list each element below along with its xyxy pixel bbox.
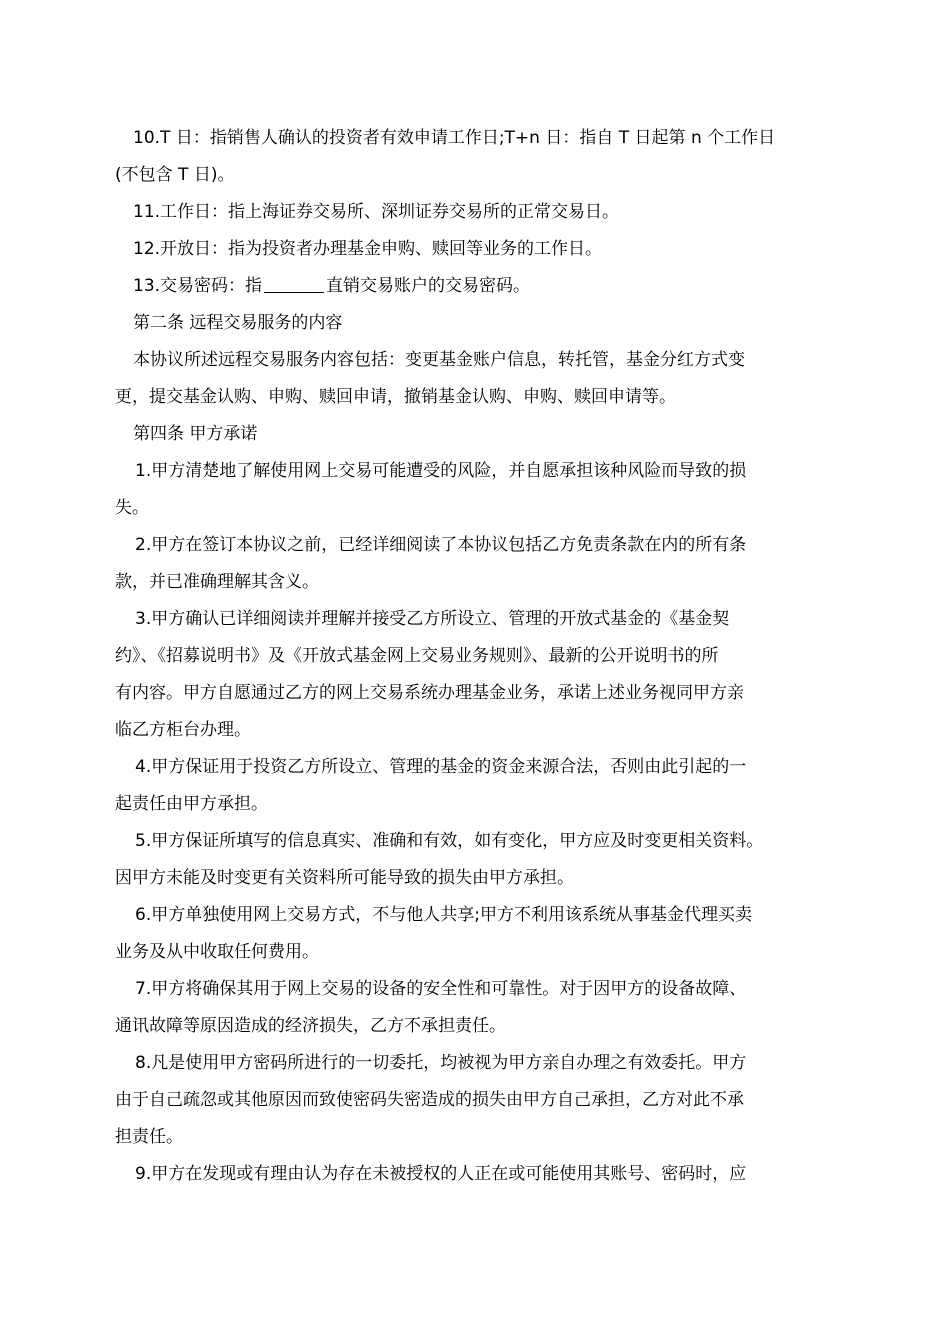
promise-3-line-3: 有内容。甲方自愿通过乙方的网上交易系统办理基金业务，承诺上述业务视同甲方亲 <box>115 683 744 703</box>
promise-1-line-1: 1.甲方清楚地了解使用网上交易可能遭受的风险，并自愿承担该种风险而导致的损 <box>135 461 747 481</box>
section-heading-article-4: 第四条 甲方承诺 <box>133 424 258 444</box>
article-2-line-1: 本协议所述远程交易服务内容包括：变更基金账户信息，转托管，基金分红方式变 <box>133 350 745 370</box>
clause-12: 12.开放日：指为投资者办理基金申购、赎回等业务的工作日。 <box>133 239 603 259</box>
article-2-line-2: 更，提交基金认购、申购、赎回申请，撤销基金认购、申购、赎回申请等。 <box>115 387 676 407</box>
promise-3-line-4: 临乙方柜台办理。 <box>115 720 251 740</box>
promise-8-line-1: 8.凡是使用甲方密码所进行的一切委托，均被视为甲方亲自办理之有效委托。甲方 <box>135 1053 747 1073</box>
promise-8-line-3: 担责任。 <box>115 1127 183 1147</box>
promise-6-line-2: 业务及从中收取任何费用。 <box>115 942 319 962</box>
promise-5-line-1: 5.甲方保证所填写的信息真实、准确和有效，如有变化，甲方应及时变更相关资料。 <box>135 831 764 851</box>
promise-7-line-2: 通讯故障等原因造成的经济损失，乙方不承担责任。 <box>115 1016 506 1036</box>
promise-5-line-2: 因甲方未能及时变更有关资料所可能导致的损失由甲方承担。 <box>115 868 574 888</box>
promise-6-line-1: 6.甲方单独使用网上交易方式，不与他人共享;甲方不利用该系统从事基金代理买卖 <box>135 905 752 925</box>
promise-4-line-1: 4.甲方保证用于投资乙方所设立、管理的基金的资金来源合法，否则由此引起的一 <box>135 757 747 777</box>
clause-11: 11.工作日：指上海证券交易所、深圳证券交易所的正常交易日。 <box>133 202 620 222</box>
promise-3-line-2: 约》、《招募说明书》及《开放式基金网上交易业务规则》、最新的公开说明书的所 <box>115 646 719 666</box>
clause-10-line-1: 10.T 日：指销售人确认的投资者有效申请工作日;T+n 日：指自 T 日起第 n 个工作日 <box>133 128 776 148</box>
promise-8-line-2: 由于自己疏忽或其他原因而致使密码失密造成的损失由甲方自己承担，乙方对此不承 <box>115 1090 744 1110</box>
clause-13: 13.交易密码：指 直销交易账户的交易密码。 <box>115 268 837 305</box>
fill-in-blank <box>264 272 324 293</box>
promise-3-line-1: 3.甲方确认已详细阅读并理解并接受乙方所设立、管理的开放式基金的《基金契 <box>135 609 730 629</box>
promise-1-line-2: 失。 <box>115 498 149 518</box>
clause-10-line-2: (不包含 T 日)。 <box>115 165 235 185</box>
promise-2-line-1: 2.甲方在签订本协议之前，已经详细阅读了本协议包括乙方免责条款在内的所有条 <box>135 535 747 555</box>
promise-7-line-1: 7.甲方将确保其用于网上交易的设备的安全性和可靠性。对于因甲方的设备故障、 <box>135 979 747 999</box>
document-page <box>115 120 837 1193</box>
section-heading-article-2: 第二条 远程交易服务的内容 <box>133 313 343 333</box>
promise-2-line-2: 款，并已准确理解其含义。 <box>115 572 319 592</box>
promise-4-line-2: 起责任由甲方承担。 <box>115 794 268 814</box>
promise-9-line-1: 9.甲方在发现或有理由认为存在未被授权的人正在或可能使用其账号、密码时，应 <box>135 1164 747 1184</box>
